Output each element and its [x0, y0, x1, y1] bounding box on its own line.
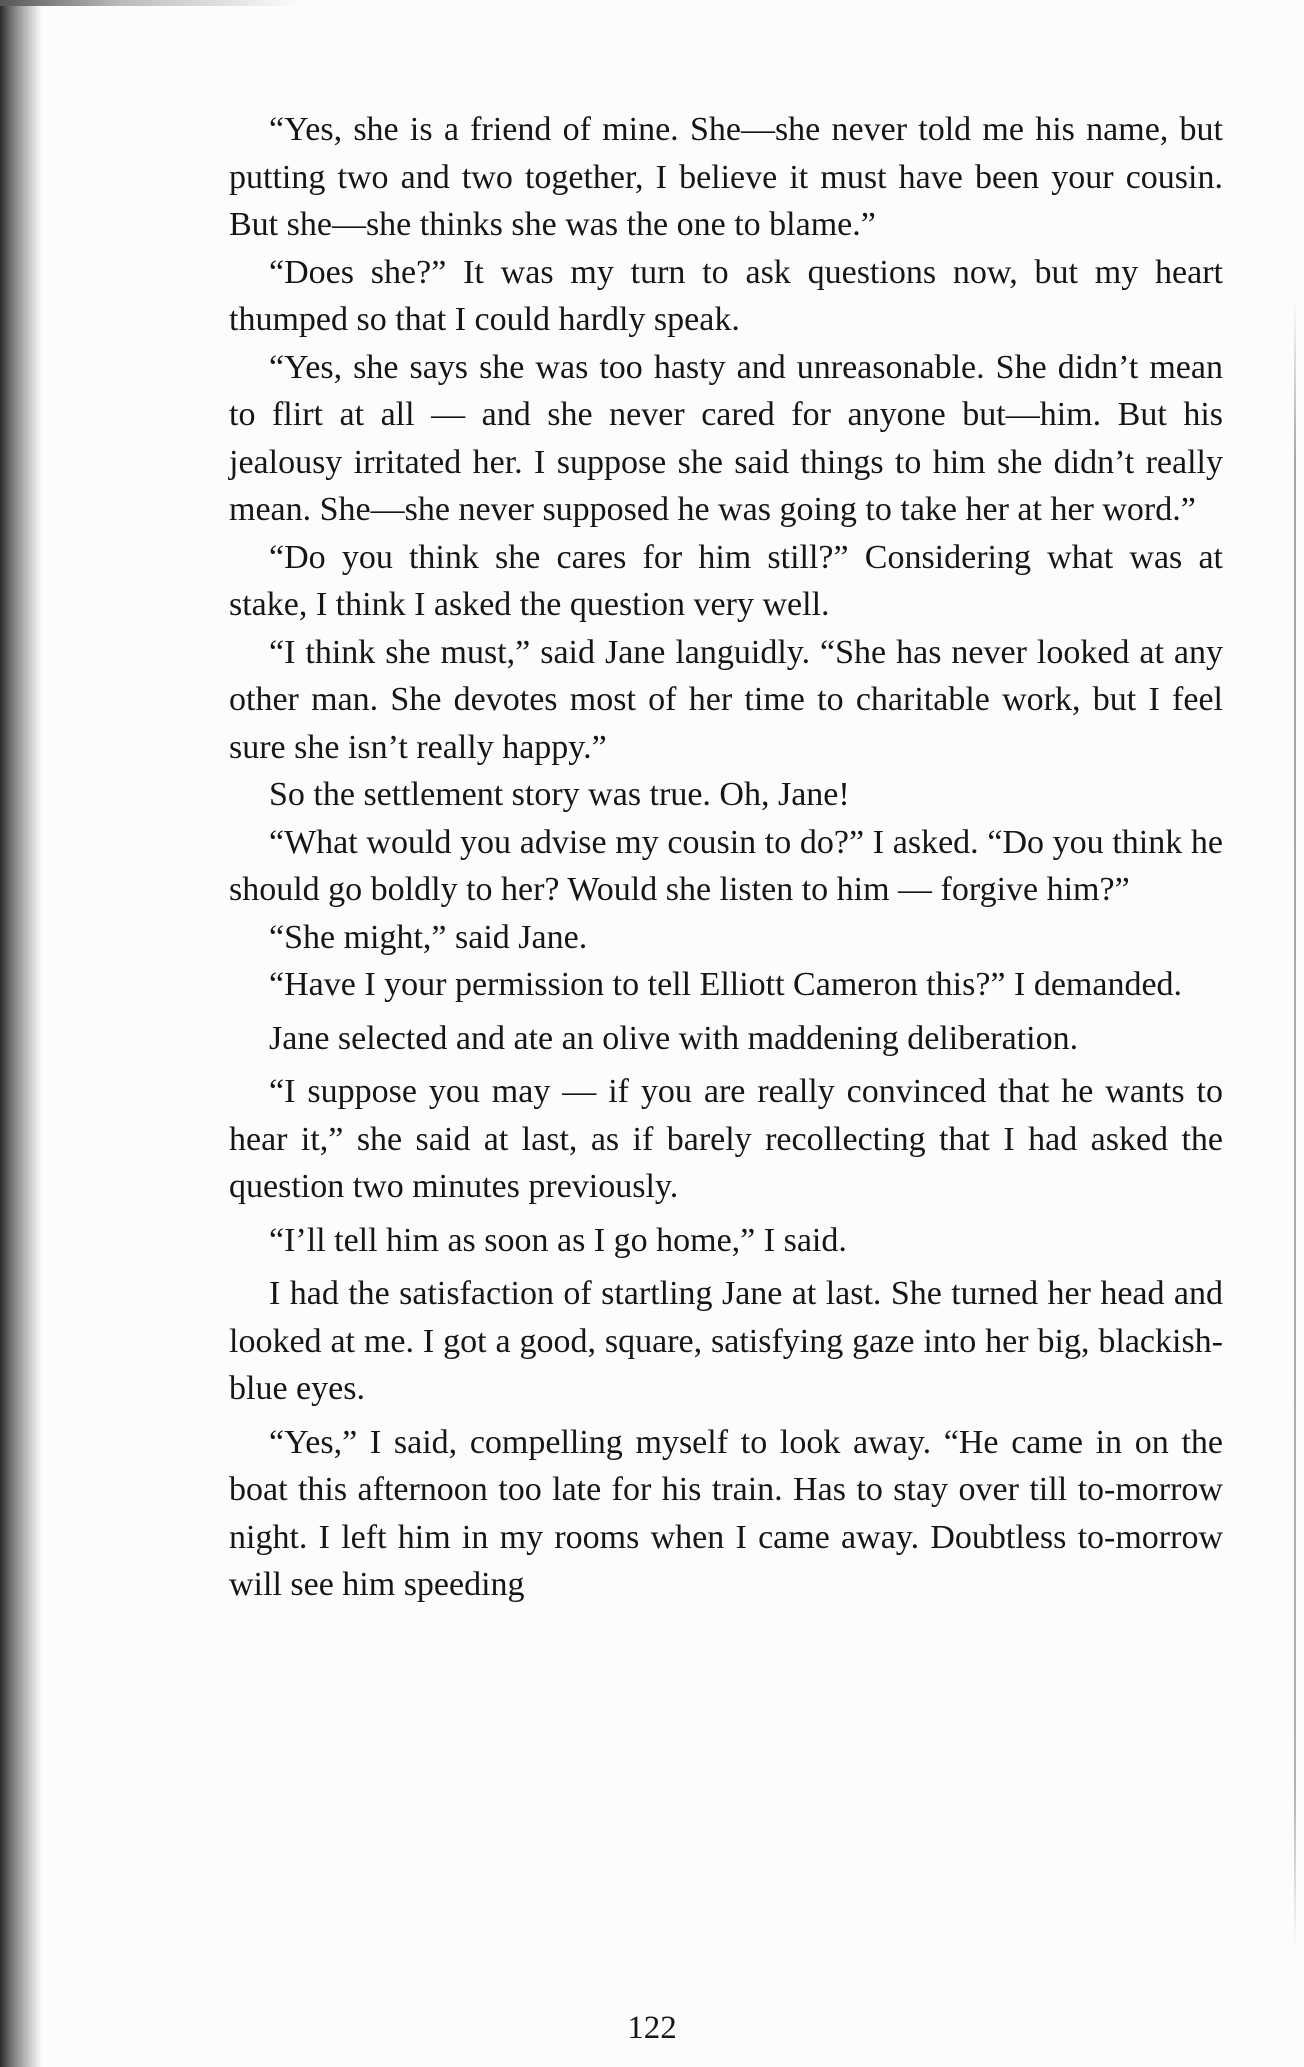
paragraph: So the settlement story was true. Oh, Jane! — [269, 776, 850, 813]
page-right-edge — [1294, 300, 1296, 1950]
paragraph: “Yes, she says she was too hasty and unreasonable. She didn’t mean to flirt at all — and she never cared for anyone but—him. But his jealousy irritated her. I suppose she said things to him she didn’t really mean. She—she never supposed he was going to take her at her word.” — [229, 348, 1223, 528]
paragraph: “Yes, she is a friend of mine. She—she never told me his name, but putting two and two together, I believe it must have been your cousin. But she—she thinks she was the one to blame.” — [229, 111, 1223, 243]
paragraph: “Do you think she cares for him still?” Considering what was at stake, I think I asked the question very well. — [229, 538, 1223, 623]
paragraph: “I’ll tell him as soon as I go home,” I said. — [269, 1221, 847, 1259]
body-text — [229, 106, 1223, 1609]
paragraph: I had the satisfaction of startling Jane at last. She turned her head and looked at me. I got a good, square, satisfying gaze into her big, blackish-blue eyes. — [229, 1275, 1223, 1407]
paragraph: “Have I your permission to tell Elliott Cameron this?” I demanded. — [269, 966, 1183, 1003]
paragraph: “I think she must,” said Jane languidly. “She has never looked at any other man. She devotes most of her time to charitable work, but I feel sure she isn’t really happy.” — [229, 633, 1223, 766]
paragraph: “I suppose you may — if you are really convinced that he wants to hear it,” she said at last, as if barely recollecting that I had asked the question two minutes previously. — [229, 1073, 1223, 1205]
page-number: 122 — [627, 2010, 677, 2046]
paragraph: “She might,” said Jane. — [269, 918, 588, 956]
spine-shadow — [0, 0, 42, 2067]
paragraph: “What would you advise my cousin to do?” I asked. “Do you think he should go boldly to her? Would she listen to him — forgive him?” — [229, 823, 1223, 908]
page-top-edge — [0, 0, 300, 6]
paragraph: Jane selected and ate an olive with maddening deliberation. — [269, 1019, 1079, 1057]
paragraph: “Yes,” I said, compelling myself to look away. “He came in on the boat this afternoon too late for his train. Has to stay over till to-morrow night. I left him in my rooms when I came away. Doubtless to-morrow will see him speeding — [229, 1423, 1223, 1603]
paragraph: “Does she?” It was my turn to ask questions now, but my heart thumped so that I could hardly speak. — [229, 253, 1223, 338]
